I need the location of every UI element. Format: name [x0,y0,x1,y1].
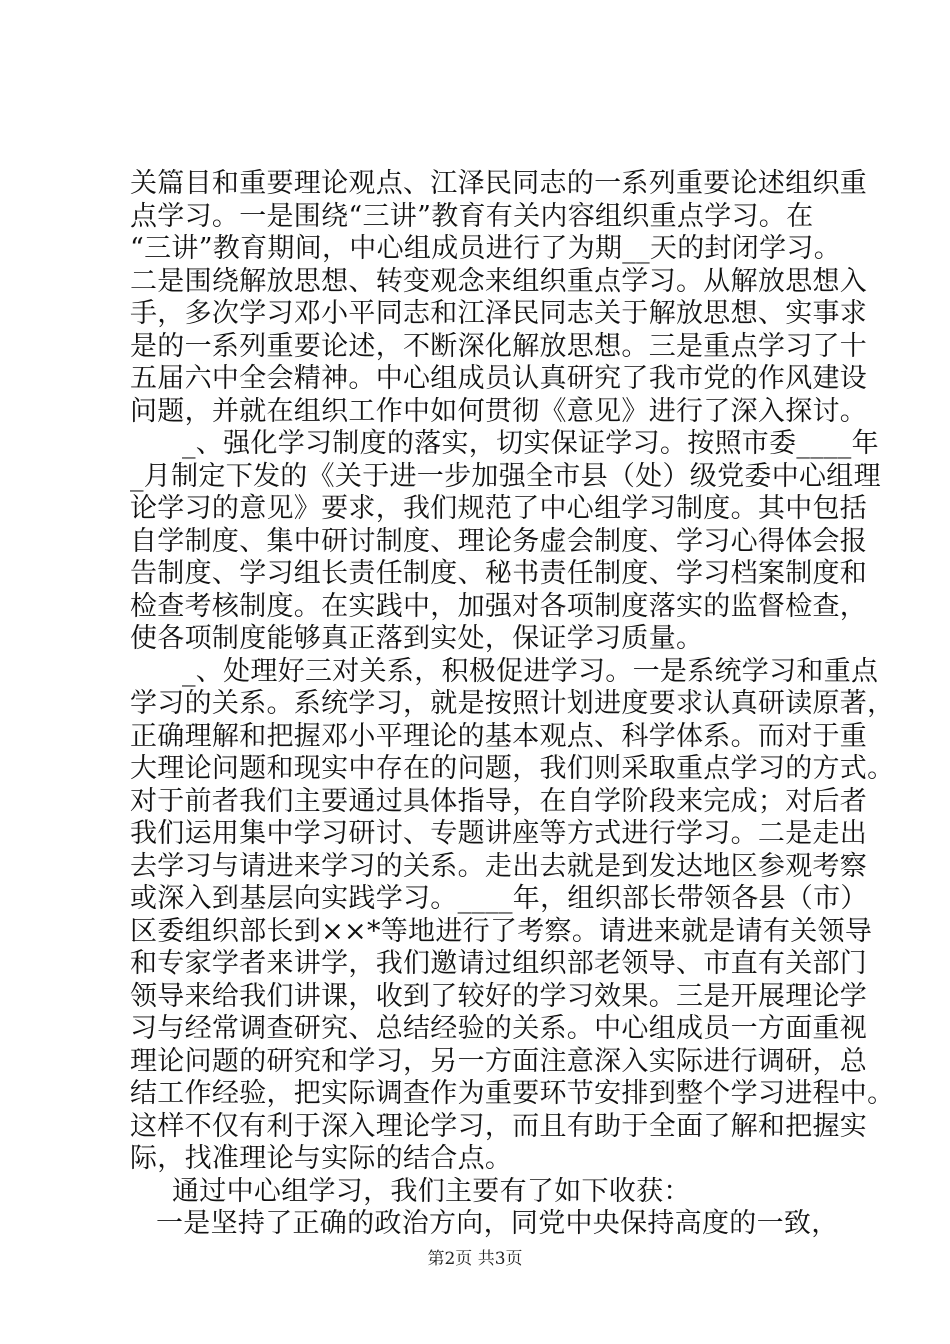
text-line: _月制定下发的《关于进一步加强全市县（处）级党委中心组理 [130,460,881,492]
text-line: 这样不仅有利于深入理论学习，而且有助于全面了解和把握实 [130,1110,868,1142]
text-line: 论学习的意见》要求，我们规范了中心组学习制度。其中包括 [130,493,868,524]
text-line: 区委组织部长到××*等地进行了考察。请进来就是请有关领导 [130,915,873,947]
text-line: 手，多次学习邓小平同志和江泽民同志关于解放思想、实事求 [130,298,868,329]
paragraph-start-line: _、强化学习制度的落实，切实保证学习。按照市委____年 [182,428,879,459]
text-line: 自学制度、集中研讨制度、理论务虚会制度、学习心得体会报 [130,525,868,557]
text-line: 和专家学者来讲学，我们邀请过组织部老领导、市直有关部门 [130,948,868,979]
text-line: 大理论问题和现实中存在的问题，我们则采取重点学习的方式。 [130,753,895,784]
text-line: 结工作经验，把实际调查作为重要环节安排到整个学习进程中。 [130,1078,895,1109]
text-line: 理论问题的研究和学习，另一方面注意深入实际进行调研，总 [130,1045,868,1077]
text-line: 学习的关系。系统学习，就是按照计划进度要求认真研读原著， [130,688,895,719]
text-line: “三讲”教育期间，中心组成员进行了为期__天的封闭学习。 [130,233,842,264]
text-line: 正确理解和把握邓小平理论的基本观点、科学体系。而对于重 [130,720,868,752]
text-line: 或深入到基层向实践学习。____年，组织部长带领各县（市） [130,883,868,914]
text-line: 点学习。一是围绕“三讲”教育有关内容组织重点学习。在 [130,200,814,232]
text-line: 去学习与请进来学习的关系。走出去就是到发达地区参观考察 [130,850,868,882]
text-line: 问题，并就在组织工作中如何贯彻《意见》进行了深入探讨。 [130,395,868,427]
text-line: 使各项制度能够真正落到实处，保证学习质量。 [130,623,704,654]
paragraph-start-line: _、处理好三对关系，积极促进学习。一是系统学习和重点 [182,655,879,687]
body-text [130,168,895,1241]
text-line: 我们运用集中学习研讨、专题讲座等方式进行学习。二是走出 [130,818,868,849]
text-line: 是的一系列重要论述，不断深化解放思想。三是重点学习了十 [130,330,868,362]
text-line: 领导来给我们讲课，收到了较好的学习效果。三是开展理论学 [130,980,868,1012]
text-line: 关篇目和重要理论观点、江泽民同志的一系列重要论述组织重 [130,168,868,199]
paragraph-start-line: 一是坚持了正确的政治方向，同党中央保持高度的一致， [156,1208,839,1239]
text-line: 五届六中全会精神。中心组成员认真研究了我市党的作风建设 [130,363,868,394]
text-line: 二是围绕解放思想、转变观念来组织重点学习。从解放思想入 [130,265,868,297]
text-line: 检查考核制度。在实践中，加强对各项制度落实的监督检查， [130,590,868,622]
paragraph-start-line: 通过中心组学习，我们主要有了如下收获： [172,1175,691,1207]
page-number-footer: 第2页 共3页 [427,1249,523,1269]
text-line: 习与经常调查研究、总结经验的关系。中心组成员一方面重视 [130,1013,868,1044]
text-line: 际，找准理论与实际的结合点。 [130,1143,513,1174]
text-line: 告制度、学习组长责任制度、秘书责任制度、学习档案制度和 [130,558,868,589]
text-line: 对于前者我们主要通过具体指导，在自学阶段来完成；对后者 [130,785,868,817]
